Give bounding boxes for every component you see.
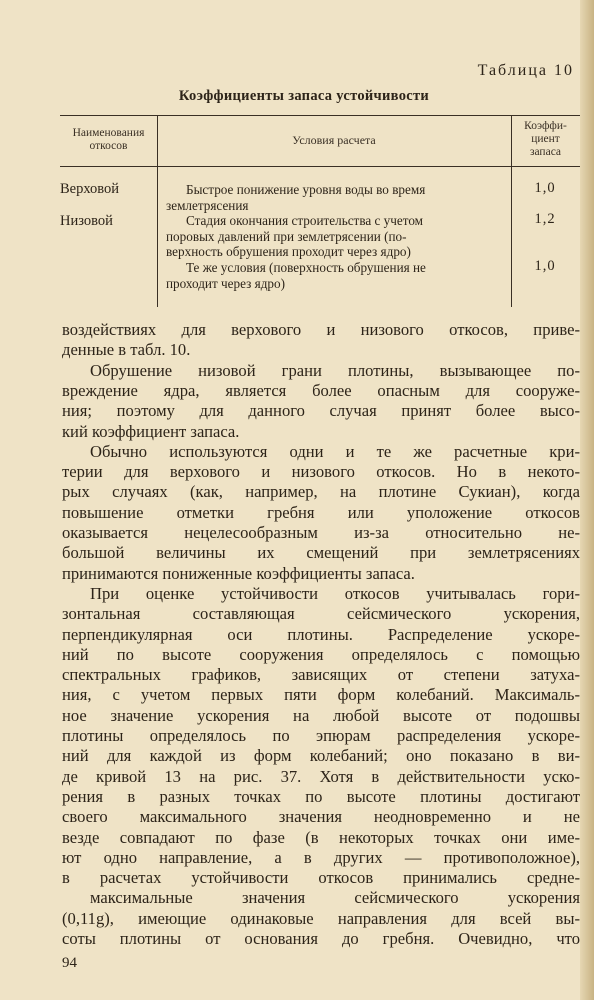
body-line: в расчетах устойчивости откосов принимались средне- [62, 868, 580, 888]
body-line: ное значение ускорения на любой высоте от подошвы [62, 705, 580, 725]
header-coefficient-line: циент [531, 133, 560, 145]
table-header-rule [60, 166, 580, 167]
body-line: терии для верхового и низового откосов. Но в некото- [62, 462, 580, 482]
body-line: большой величины их смещений при землетрясениях [62, 543, 580, 563]
row-condition-line: проходит через ядро) [166, 275, 286, 291]
row-condition [166, 213, 424, 260]
row-slope-name: Низовой [60, 213, 113, 229]
body-line: ний по высоте сооружения определялось с помощью [62, 644, 580, 664]
row-condition-line: землетрясения [166, 197, 249, 213]
body-line: ют одно направление, а в других — противоположное), [62, 847, 580, 867]
row-coefficient: 1,0 [534, 180, 556, 196]
header-slopes-line: Наименования [72, 127, 145, 139]
page-number: 94 [62, 955, 77, 972]
header-conditions [157, 134, 511, 147]
header-coefficient-line: запаса [529, 146, 562, 158]
page-edge [580, 0, 594, 1000]
row-slope-name: Верховой [60, 181, 120, 197]
body-line: рых случаях (как, например, на плотине Сукиан), когда [62, 482, 580, 502]
body-line: воздействиях для верхового и низового откосов, приве- [62, 320, 580, 339]
body-line: своего максимального значения неодновременно и не [62, 807, 580, 827]
body-line: рения в разных точках по высоте плотины достигают [62, 786, 580, 806]
header-slopes-line: откосов [89, 140, 128, 152]
body-line: повышение отметки гребня или уположение откосов [62, 502, 580, 522]
body-line: перпендикулярная оси плотины. Распределение ускоре- [62, 624, 580, 644]
body-line: (0,11g), имеющие одинаковые направления для всей вы- [62, 908, 580, 928]
body-line: везде совпадают по фазе (в некоторых точках они име- [62, 827, 580, 847]
body-line: плотины определялось по эпюрам распределения ускоре- [62, 726, 580, 745]
body-line: соты плотины от основания до гребня. Очевидно, что [62, 929, 580, 948]
header-slopes [60, 127, 157, 153]
body-line: максимальные значения сейсмического ускорения [90, 888, 580, 908]
header-coefficient-line: Коэффи- [524, 120, 567, 132]
body-line: кий коэффициент запаса. [62, 421, 240, 441]
body-line: Обрушение низовой грани плотины, вызывающее по- [90, 360, 580, 380]
row-coefficient: 1,2 [534, 211, 556, 227]
body-line: принимаются пониженные коэффициенты запаса. [62, 563, 415, 583]
table-caption: Таблица 10 [477, 62, 574, 79]
body-line: При оценке устойчивости откосов учитывалась гори- [90, 583, 580, 603]
row-coefficient: 1,0 [534, 258, 556, 274]
table-title: Коэффициенты запаса устойчивости [178, 88, 430, 104]
row-condition [166, 260, 426, 291]
body-line: оказывается нецелесообразным из-за относительно не- [62, 523, 580, 542]
table-top-rule [60, 115, 580, 116]
body-line: денные в табл. 10. [62, 340, 191, 360]
header-conditions-label: Условия расчета [292, 133, 376, 147]
row-condition-line: Стадия окончания строительства с учетом [186, 213, 424, 228]
row-condition-line: верхность обрушения проходит через ядро) [166, 244, 411, 259]
body-line: ния, с учетом первых пяти форм колебаний. Максималь- [62, 685, 580, 705]
body-line: спектральных графиков, зависящих от степени затуха- [62, 665, 580, 685]
body-line: зонтальная составляющая сейсмического ускорения, [62, 604, 580, 624]
row-condition-line: Быстрое понижение уровня воды во время [186, 182, 426, 197]
row-condition [166, 182, 426, 213]
body-line: вреждение ядра, является более опасным для сооруже- [62, 380, 580, 400]
header-coefficient [511, 120, 580, 159]
row-condition-line: Те же условия (поверхность обрушения не [186, 260, 426, 275]
body-line: ния; поэтому для данного случая принят более высо- [62, 401, 580, 421]
body-line: ний для каждой из форм колебаний; оно показано в ви- [62, 746, 580, 766]
body-line: де кривой 13 на рис. 37. Хотя в действительности уско- [62, 766, 580, 786]
body-line: Обычно используются одни и те же расчетные кри- [90, 441, 580, 461]
row-condition-line: поровых давлений при землетрясении (по- [166, 228, 407, 244]
